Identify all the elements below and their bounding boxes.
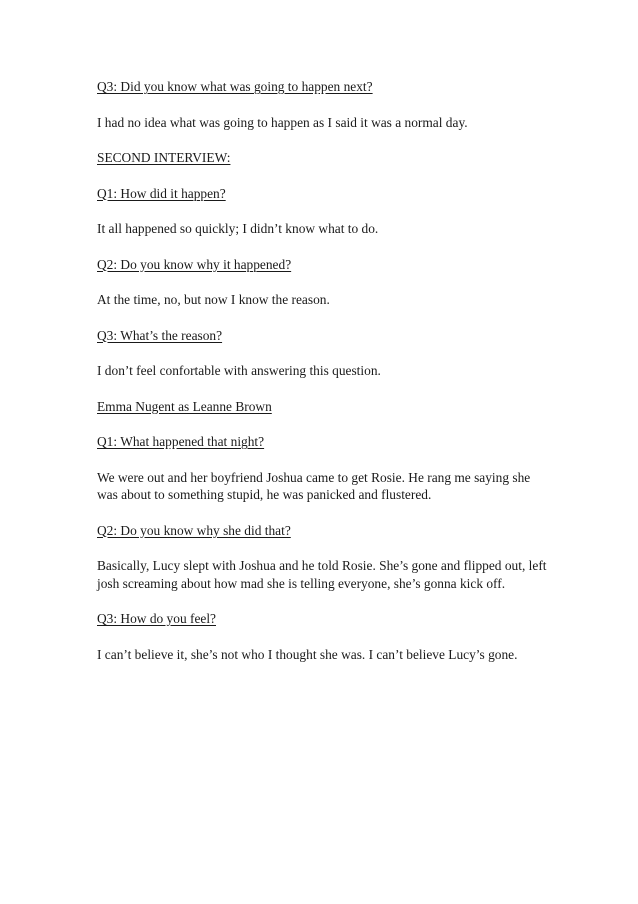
heading-second-interview: SECOND INTERVIEW: — [97, 150, 231, 165]
answer-normal-day: I had no idea what was going to happen as I said it was a normal day. — [97, 114, 468, 130]
question-q2-why: Q2: Do you know why it happened? — [97, 256, 292, 272]
question-q2-why-she-did: Q2: Do you know why she did that? — [97, 522, 291, 538]
answer-cant-believe: I can’t believe it, she’s not who I thought she was. I can’t believe Lucy’s gone. — [97, 646, 518, 662]
question-q3-what-next: Q3: Did you know what was going to happen next? — [97, 79, 373, 94]
question-q1-that-night: Q1: What happened that night? — [97, 434, 265, 449]
heading-emma-nugent: Emma Nugent as Leanne Brown — [97, 398, 272, 414]
answer-reason-known: At the time, no, but now I know the reason. — [97, 292, 330, 307]
answer-not-comfortable: I don’t feel confortable with answering this question. — [97, 363, 381, 378]
answer-quickly: It all happened so quickly; I didn’t know what to do. — [97, 221, 379, 236]
question-q3-reason: Q3: What’s the reason? — [97, 327, 223, 343]
page-content — [97, 78, 547, 681]
answer-joshua-came: We were out and her boyfriend Joshua came to get Rosie. He rang me saying she was about to something stupid, he was panicked and flustered. — [97, 469, 531, 502]
question-q3-feel: Q3: How do you feel? — [97, 611, 216, 626]
question-q1-how: Q1: How did it happen? — [97, 185, 226, 201]
answer-lucy-slept: Basically, Lucy slept with Joshua and he told Rosie. She’s gone and flipped out, left josh screaming about how mad she is telling everyone, she’s gonna kick off. — [97, 558, 547, 591]
